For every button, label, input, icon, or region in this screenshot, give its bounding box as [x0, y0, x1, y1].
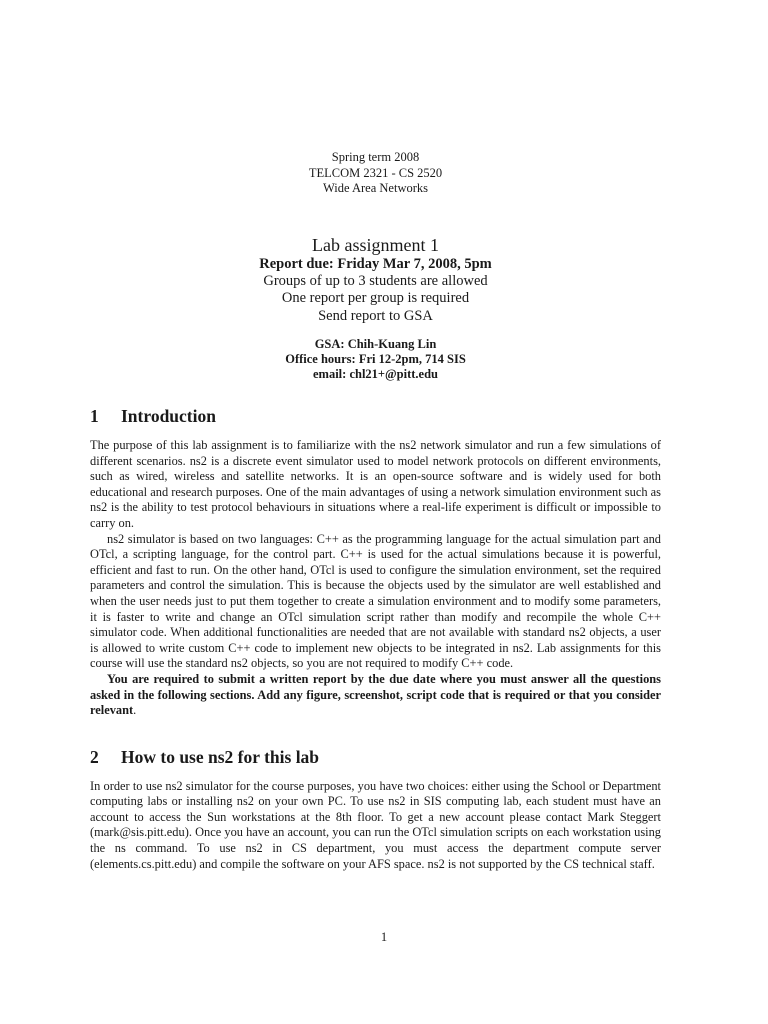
ns2-languages-paragraph: ns2 simulator is based on two languages: C++ as the programming language for the actual simulation part and OTcl, a scripting language, for the control part. C++ is used for the actual simulations because it is powerful, efficient and fast to run. On the other hand, OTcl is used to configure the simulation environment, set the required parameters and control the simulation. This is because the objects used by the simulator are well established and when the user needs just to put them together to create a simulation environment and to modify some parameters, it is faster to write and change an OTcl simulation script rather than modify and recompile the whole C++ simulator code. When additional functionalities are needed that are not available with standard ns2 objects, a user is allowed to write custom C++ code to implement new objects to be integrated in ns2. Lab assignments for this course will use the standard ns2 objects, so you are not required to modify C++ code. [90, 531, 661, 671]
term-line: Spring term 2008 [331, 150, 420, 164]
section-number: 1 [90, 406, 99, 426]
report-requirement-period: . [133, 703, 137, 718]
section-heading-introduction [90, 406, 661, 426]
send-to-line: Send report to GSA [318, 307, 433, 324]
gsa-info [90, 337, 661, 382]
due-date: Report due: Friday Mar 7, 2008, 5pm [259, 255, 492, 272]
lab-title: Lab assignment 1 [312, 234, 439, 255]
document-page [90, 150, 661, 872]
group-size-line: Groups of up to 3 students are allowed [263, 272, 488, 289]
report-requirement-text: You are required to submit a written report by the due date where you must answer all the questions asked in the following sections. Add any figure, screenshot, script code that is required or that you consider relevant [90, 671, 661, 718]
report-requirement-paragraph [90, 672, 661, 719]
page-number: 1 [380, 930, 388, 944]
gsa-name: GSA: Chih-Kuang Lin [314, 337, 437, 351]
course-header [90, 150, 661, 197]
report-rule-line: One report per group is required [281, 290, 470, 306]
section-title: Introduction [121, 406, 216, 426]
section-heading-how-to-use [90, 747, 661, 767]
intro-paragraph: The purpose of this lab assignment is to familiarize with the ns2 network simulator and run a few simulations of different scenarios. ns2 is a discrete event simulator used to model network protocols on different environments, such as wired, wireless and satellite networks. It is an open-source software and is widely used for both educational and research purposes. One of the main advantages of using a network simulation environment such as ns2 is the ability to test protocol behaviours in situations where a real-life experiment is difficult or impossible to carry on. [90, 438, 661, 530]
course-name-line: Wide Area Networks [322, 181, 429, 195]
section-title: How to use ns2 for this lab [121, 746, 320, 767]
section-number: 2 [90, 746, 99, 767]
course-code-line: TELCOM 2321 - CS 2520 [308, 165, 443, 180]
office-hours: Office hours: Fri 12-2pm, 714 SIS [285, 352, 466, 366]
usage-paragraph: In order to use ns2 simulator for the course purposes, you have two choices: either using the School or Department computing labs or installing ns2 on your own PC. To use ns2 in SIS computing lab, each student must have an account to access the Sun workstations at the 8th floor. To get a new account please contact Mark Steggert (mark@sis.pitt.edu). Once you have an account, you can run the OTcl simulation scripts on each workstation using the ns command. To use ns2 in CS department, you must access the department compute server (elements.cs.pitt.edu) and compile the software on your AFS space. ns2 is not supported by the CS technical staff. [90, 778, 661, 871]
gsa-email: email: chl21+@pitt.edu [313, 367, 438, 381]
